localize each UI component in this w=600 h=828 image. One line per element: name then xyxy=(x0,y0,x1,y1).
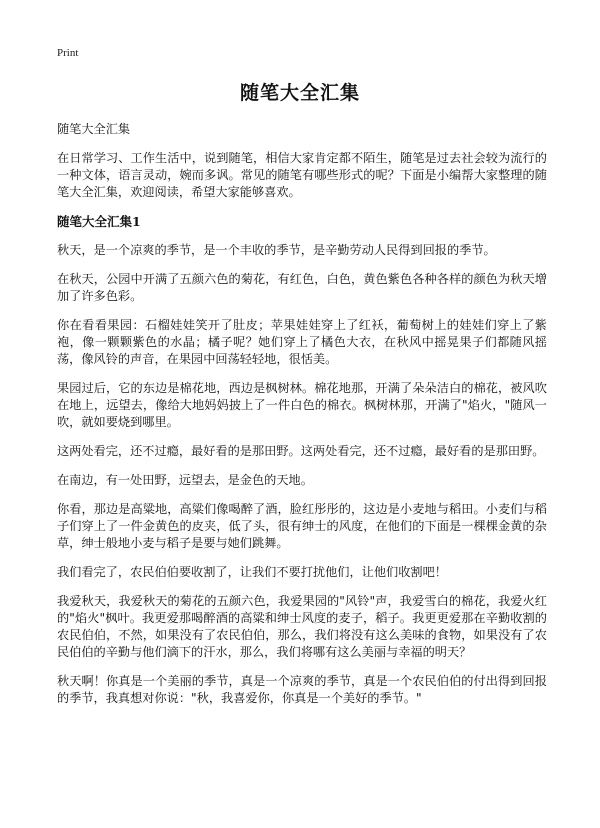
paragraph: 你看，那边是高粱地，高粱们像喝醉了酒，脸红彤彤的，这边是小麦地与稻田。小麦们与稻子们穿上了一件金黄色的皮夹，低了头，很有绅士的风度，在他们的下面是一棵棵金黄的杂草，绅士般地小麦与稻子是要与她们跳舞。 xyxy=(57,502,547,550)
paragraph: 这两处看完，还不过瘾，最好看的是那田野。这两处看完，还不过瘾，最好看的是那田野。 xyxy=(57,444,545,458)
print-link[interactable]: Print xyxy=(57,47,79,59)
section-heading: 随笔大全汇集1 xyxy=(57,214,141,229)
paragraph: 果园过后，它的东边是棉花地，西边是枫树林。棉花地那，开满了朵朵洁白的棉花，被风吹在地上，远望去，像给大地妈妈披上了一件白色的棉衣。枫树林那，开满了"焰火，"随风一吹，就如要烧到哪里。 xyxy=(57,381,547,429)
paragraph: 你在看看果园：石榴娃娃笑开了肚皮；苹果娃娃穿上了红袄，葡萄树上的娃娃们穿上了紫袍，像一颗颗紫色的水晶；橘子呢？她们穿上了橘色大衣，在秋风中摇晃果子们都随风摇荡，像风铃的声音，在果园中回荡轻轻地，很恬美。 xyxy=(57,318,547,366)
article-subtitle: 随笔大全汇集 xyxy=(57,122,131,136)
paragraph: 我们看完了，农民伯伯要收割了，让我们不要打扰他们，让他们收割吧！ xyxy=(57,565,447,579)
paragraph: 我爱秋天，我爱秋天的菊花的五颜六色，我爱果园的"风铃"声，我爱雪白的棉花，我爱火红的"焰火"枫叶。我更爱那喝醉酒的高粱和绅士风度的麦子，稻子。我更更爱那在辛勤收割的农民伯伯，不然，如果没有了农民伯伯，那么，我们将没有这么美味的食物，如果没有了农民伯伯的辛勤与他们滴下的汗水，那么，我们将哪有这么美丽与幸福的明天？ xyxy=(57,594,547,659)
paragraph: 秋天啊！你真是一个美丽的季节，真是一个凉爽的季节，真是一个农民伯伯的付出得到回报的季节，我真想对你说："秋，我喜爱你，你真是一个美好的季节。" xyxy=(57,674,547,705)
paragraph: 秋天，是一个凉爽的季节，是一个丰收的季节，是辛勤劳动人民得到回报的季节。 xyxy=(57,243,496,257)
page-title: 随笔大全汇集 xyxy=(239,82,360,104)
paragraph: 在南边，有一处田野，远望去，是金色的天地。 xyxy=(57,473,313,487)
intro-paragraph: 在日常学习、工作生活中，说到随笔，相信大家肯定都不陌生，随笔是过去社会较为流行的一种文体，语言灵动，婉而多讽。常见的随笔有哪些形式的呢？下面是小编帮大家整理的随笔大全汇集，欢迎阅读，希望大家能够喜欢。 xyxy=(57,151,547,199)
paragraph: 在秋天，公园中开满了五颜六色的菊花，有红色，白色，黄色紫色各种各样的颜色为秋天增加了许多色彩。 xyxy=(57,272,547,303)
article-body xyxy=(57,121,547,719)
